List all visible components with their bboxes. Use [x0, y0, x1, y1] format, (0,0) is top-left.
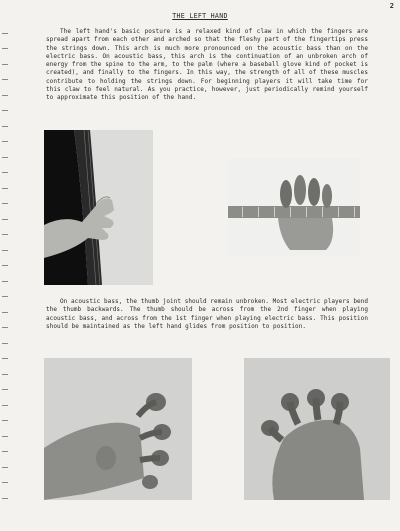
photo-electric-bass-neck-left-hand [228, 158, 360, 257]
thumb-paragraph: On acoustic bass, the thumb joint should remain unbroken. Most electric players bend the thumb backwards. The thumb should be across from the 2nd finger when playing acoustic bass, and across from the 1st finger when playing electric bass. This position should be maintained as the left hand glides from position to position. [46, 298, 368, 330]
photo-hand-claw-side-view [244, 358, 390, 500]
photo-acoustic-bass-left-hand [44, 130, 153, 285]
binding-holes [0, 0, 10, 531]
page-title: THE LEFT HAND [172, 12, 228, 20]
page-number: 2 [389, 2, 394, 10]
photo-hand-claw-palm-view [44, 358, 192, 500]
intro-paragraph: The left hand's basic posture is a relaxed kind of claw in which the fingers are spread apart from each other and arched so that the fleshy part of the fingertips press the strings down. This arch is much more pronounced on the acoustic bass than on the electric bass. On acoustic bass, this arch is the continuation of an unbroken arch of energy from the spine to the arm, to the palm (where a baseball glove kind of pocket is created), and finally to the fingers. In this way, the strength of all of these muscles contribute to holding the strings down. For beginning players it will take time for this claw to feel natural. As you practice, however, just periodically remind yourself to approximate this position of the hand. [46, 28, 368, 102]
